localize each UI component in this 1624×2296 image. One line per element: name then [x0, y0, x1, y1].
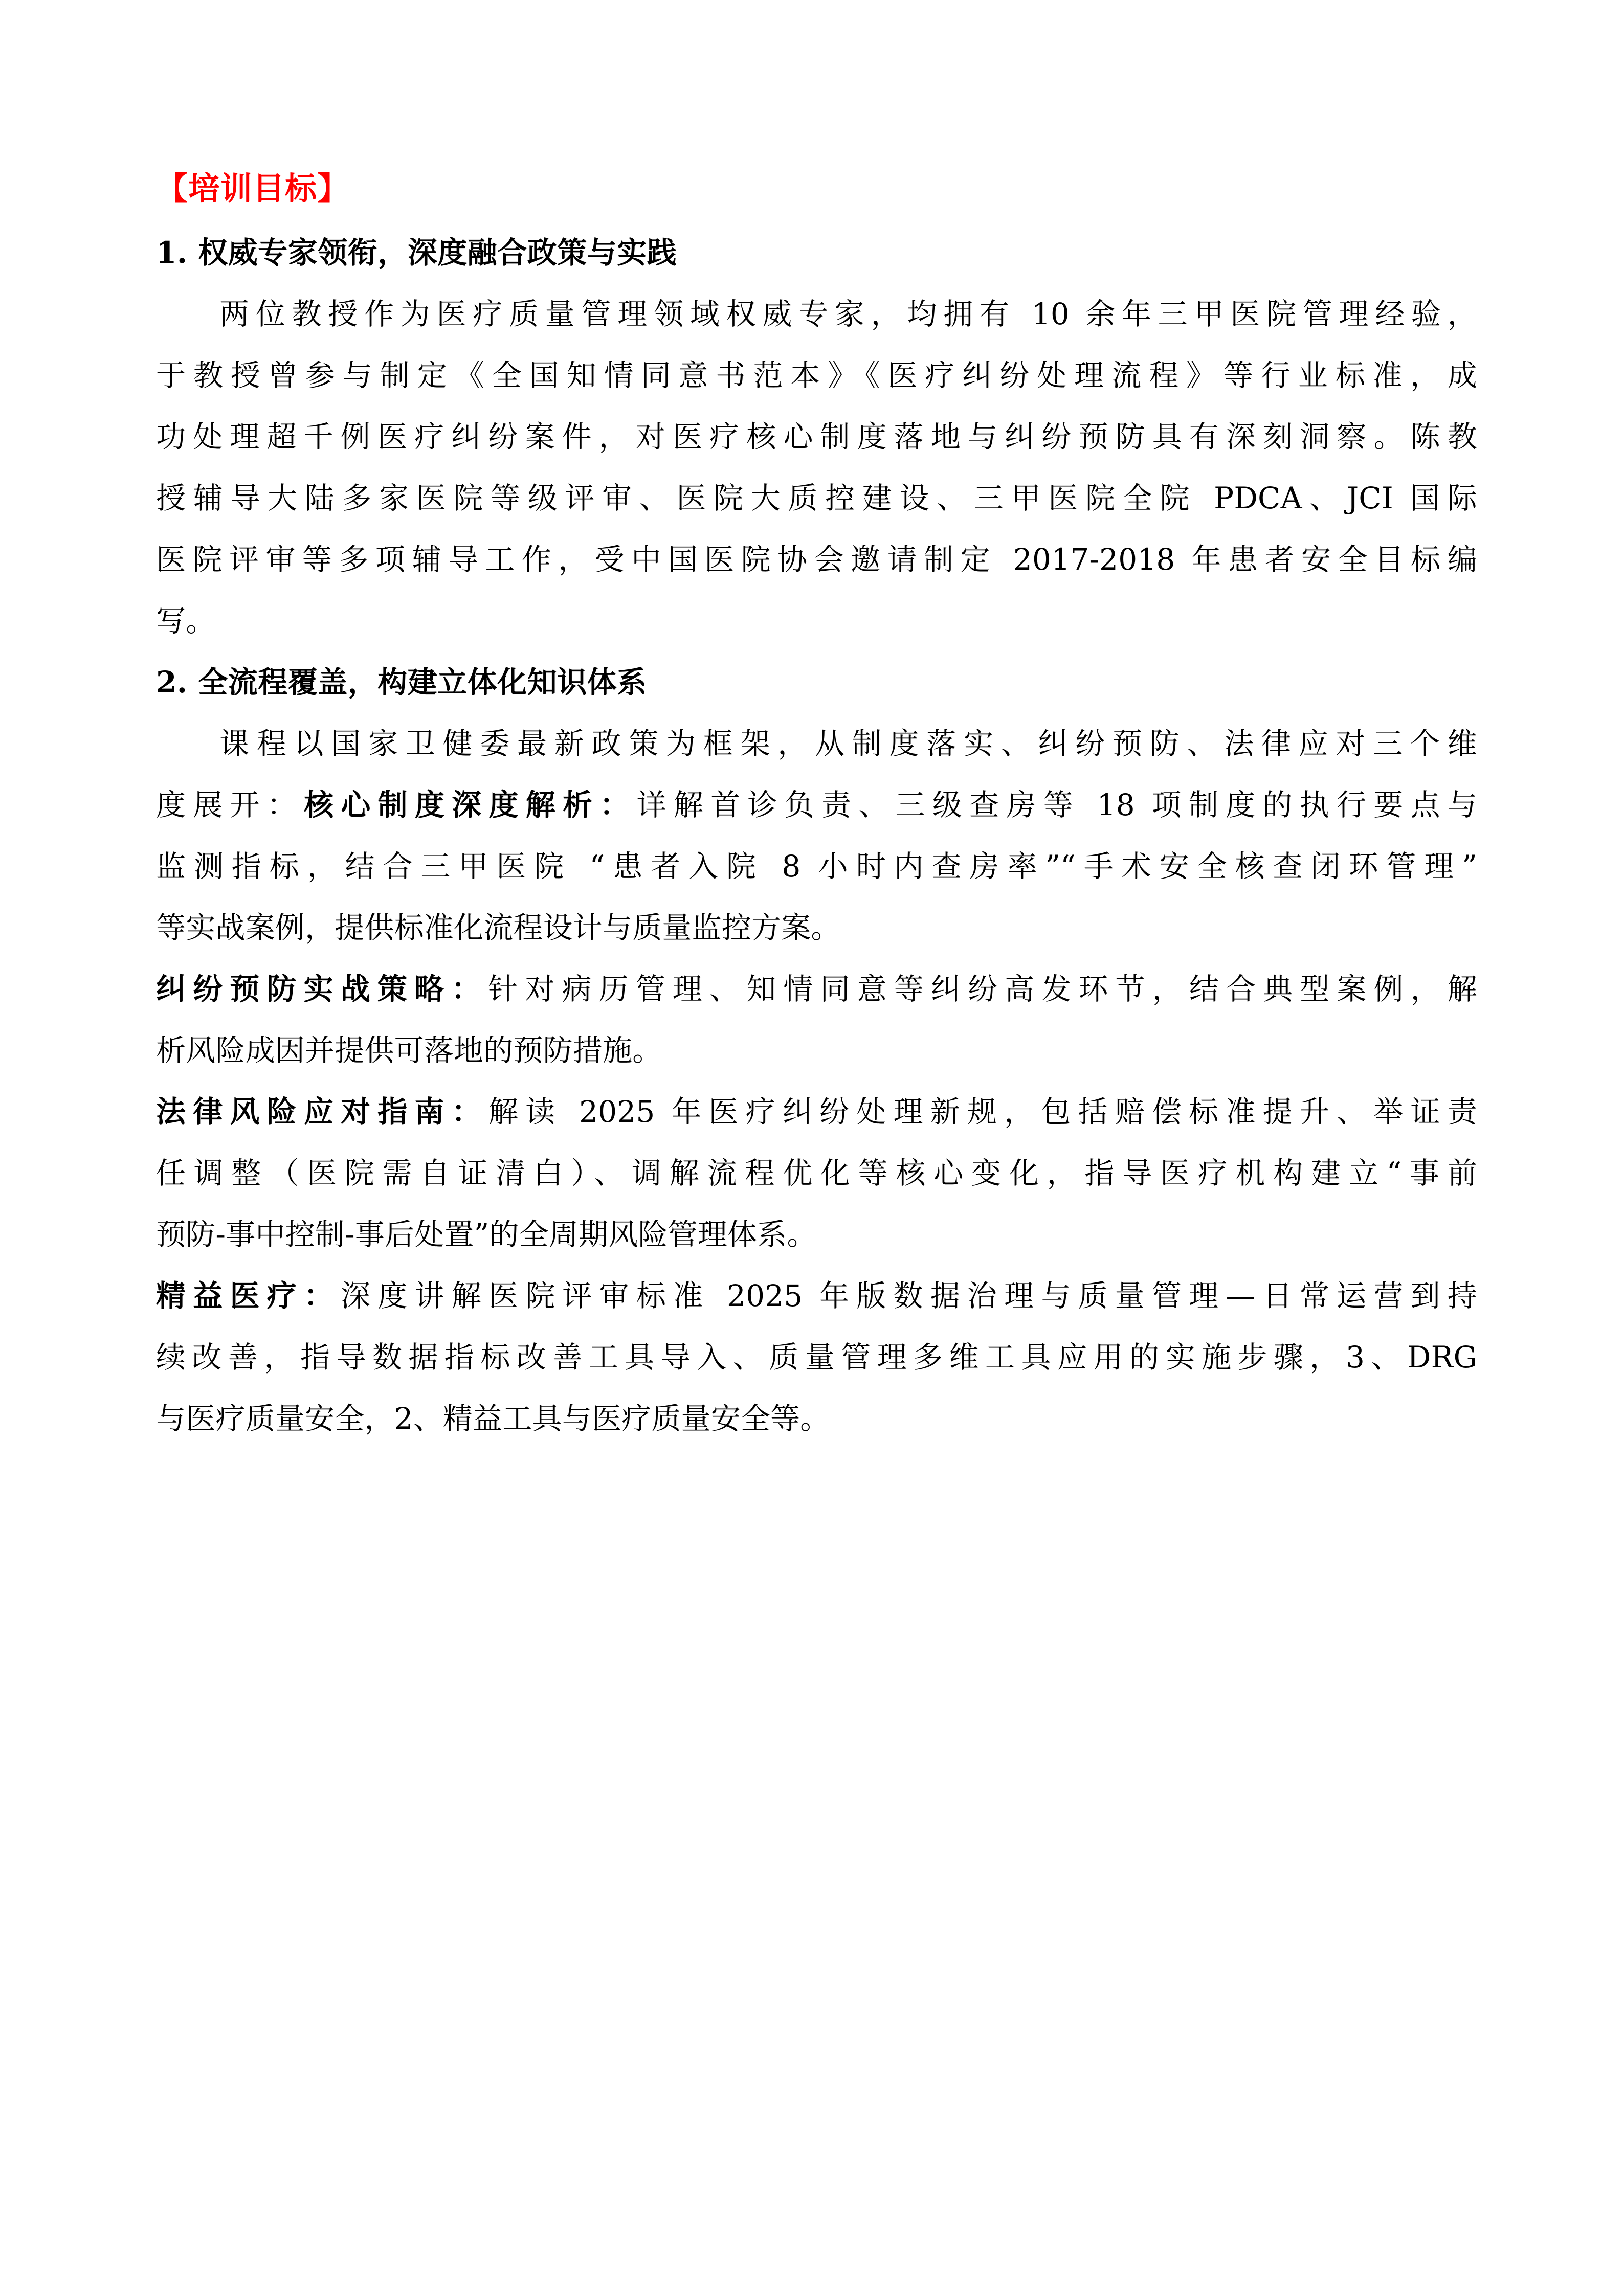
paragraph-1-line-2: 于教授曾参与制定《全国知情同意书范本》《医疗纠纷处理流程》等行业标准，成	[156, 357, 1477, 393]
paragraph-3-run-a: 针对病历管理、知情同意等纠纷高发环节，结合典型案例，解	[488, 971, 1477, 1006]
paragraph-4-line-3: 预防-事中控制-事后处置”的全周期风险管理体系。	[156, 1217, 817, 1252]
paragraph-2-line-1: 课程以国家卫健委最新政策为框架，从制度落实、纠纷预防、法律应对三个维	[219, 726, 1477, 761]
paragraph-2-line-3: 监测指标，结合三甲医院 “患者入院 8 小时内查房率”“手术安全核查闭环管理”	[156, 848, 1477, 884]
paragraph-5-lead-phrase: 精益医疗：	[156, 1278, 341, 1313]
paragraph-5-line-2: 续改善，指导数据指标改善工具导入、质量管理多维工具应用的实施步骤，3、DRG	[156, 1339, 1477, 1375]
document-body	[156, 169, 1477, 1449]
paragraph-1-line-1: 两位教授作为医疗质量管理领域权威专家，均拥有 10 余年三甲医院管理经验，	[219, 296, 1477, 331]
paragraph-1-line-6: 写。	[156, 603, 216, 638]
paragraph-2-run-a: 度展开：	[156, 787, 304, 822]
section-heading-1: 1. 权威专家领衔，深度融合政策与实践	[156, 235, 677, 270]
paragraph-1-line-5: 医院评审等多项辅导工作，受中国医院协会邀请制定 2017-2018 年患者安全目标编	[156, 542, 1477, 577]
paragraph-3-line-2: 析风险成因并提供可落地的预防措施。	[156, 1032, 662, 1068]
paragraph-3	[156, 958, 1477, 1081]
paragraph-1-line-3: 功处理超千例医疗纠纷案件，对医疗核心制度落地与纠纷预防具有深刻洞察。陈教	[156, 419, 1477, 454]
page-title: 【培训目标】	[156, 170, 350, 207]
paragraph-4-run-a: 解读 2025 年医疗纠纷处理新规，包括赔偿标准提升、举证责	[488, 1094, 1477, 1129]
paragraph-4-line-1	[156, 1081, 1477, 1142]
paragraph-2-line-4: 等实战案例，提供标准化流程设计与质量监控方案。	[156, 910, 841, 945]
paragraph-1	[156, 283, 1477, 651]
paragraph-2-run-c: 详解首诊负责、三级查房等 18 项制度的执行要点与	[636, 787, 1477, 822]
paragraph-5-line-1	[156, 1265, 1477, 1326]
paragraph-4-lead-phrase: 法律风险应对指南：	[156, 1094, 488, 1129]
section-heading-2: 2. 全流程覆盖，构建立体化知识体系	[156, 664, 647, 700]
paragraph-2	[156, 713, 1477, 958]
paragraph-2-line-2	[156, 774, 1477, 836]
paragraph-1-line-4: 授辅导大陆多家医院等级评审、医院大质控建设、三甲医院全院 PDCA、JCI 国际	[156, 480, 1477, 515]
paragraph-5-run-a: 深度讲解医院评审标准 2025 年版数据治理与质量管理—日常运营到持	[341, 1278, 1477, 1313]
paragraph-5	[156, 1265, 1477, 1449]
paragraph-4-line-2: 任调整（医院需自证清白）、调解流程优化等核心变化，指导医疗机构建立“事前	[156, 1155, 1477, 1190]
paragraph-2-lead-phrase: 核心制度深度解析：	[304, 787, 637, 822]
paragraph-4	[156, 1081, 1477, 1265]
paragraph-5-line-3: 与医疗质量安全，2、精益工具与医疗质量安全等。	[156, 1401, 830, 1436]
paragraph-3-lead-phrase: 纠纷预防实战策略：	[156, 971, 488, 1006]
paragraph-3-line-1	[156, 958, 1477, 1020]
